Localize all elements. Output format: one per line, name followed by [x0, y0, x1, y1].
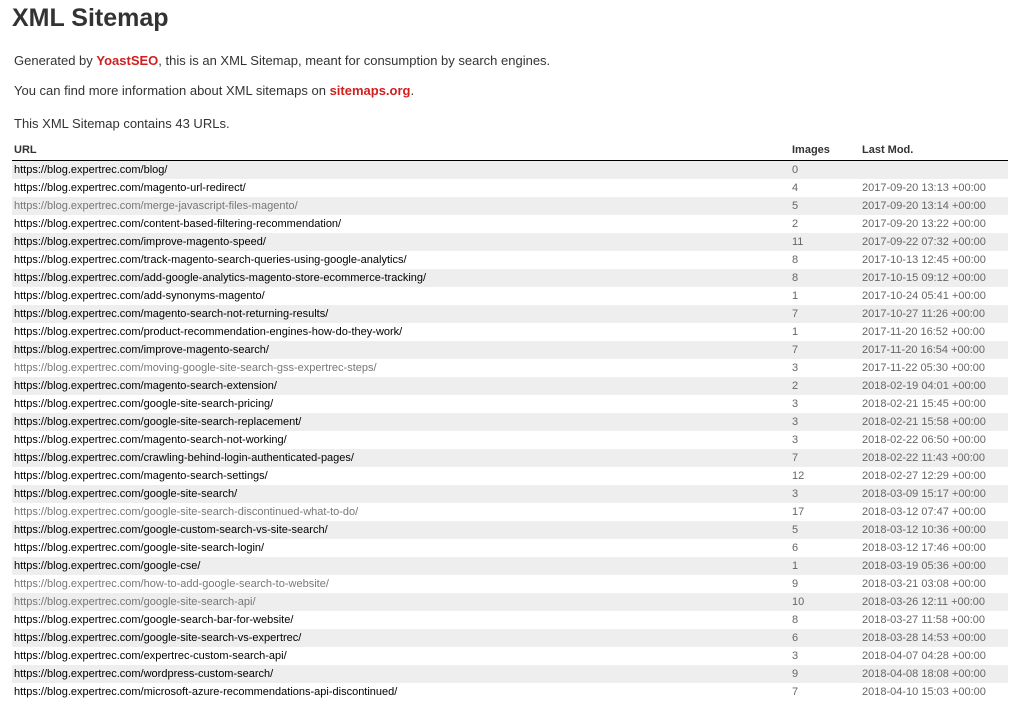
table-row: [12, 629, 1008, 647]
images-cell: 2: [792, 380, 799, 392]
images-cell: 4: [792, 182, 799, 194]
url-cell: [12, 305, 790, 323]
header-last-mod: Last Mod.: [860, 144, 1008, 161]
url-cell: [12, 287, 790, 305]
url-link[interactable]: https://blog.expertrec.com/add-google-analytics-magento-store-ecommerce-tracking/: [14, 272, 427, 284]
url-cell: [12, 521, 790, 539]
table-row: [12, 161, 1008, 180]
intro-more-info-pre: You can find more information about XML sitemaps on: [14, 83, 330, 98]
table-row: [12, 395, 1008, 413]
images-cell: 17: [792, 506, 805, 518]
table-row: [12, 341, 1008, 359]
url-link[interactable]: https://blog.expertrec.com/magento-search-extension/: [14, 380, 277, 392]
url-link[interactable]: https://blog.expertrec.com/blog/: [14, 164, 168, 176]
url-cell: [12, 395, 790, 413]
table-row: [12, 269, 1008, 287]
url-link[interactable]: https://blog.expertrec.com/merge-javascript-files-magento/: [14, 200, 298, 212]
url-link[interactable]: https://blog.expertrec.com/google-site-search-vs-expertrec/: [14, 632, 302, 644]
table-row: [12, 233, 1008, 251]
url-link[interactable]: https://blog.expertrec.com/microsoft-azure-recommendations-api-discontinued/: [14, 686, 398, 698]
sitemaps-org-link[interactable]: sitemaps.org: [329, 83, 411, 98]
table-row: [12, 197, 1008, 215]
table-row: [12, 359, 1008, 377]
images-cell: 8: [792, 614, 799, 626]
last-mod-cell: 2018-02-22 11:43 +00:00: [862, 452, 986, 464]
intro-generated-post: , this is an XML Sitemap, meant for consumption by search engines.: [158, 53, 551, 68]
last-mod-cell: 2018-03-19 05:36 +00:00: [862, 560, 986, 572]
last-mod-cell: 2018-03-09 15:17 +00:00: [862, 488, 986, 500]
url-link[interactable]: https://blog.expertrec.com/improve-magento-search/: [14, 344, 269, 356]
url-link[interactable]: https://blog.expertrec.com/google-site-search-api/: [14, 596, 256, 608]
images-cell: 6: [792, 542, 799, 554]
url-link[interactable]: https://blog.expertrec.com/google-custom-search-vs-site-search/: [14, 524, 328, 536]
images-cell: 11: [792, 236, 804, 248]
url-link[interactable]: https://blog.expertrec.com/google-site-search/: [14, 488, 238, 500]
images-cell: 1: [792, 290, 799, 302]
url-cell: [12, 557, 790, 575]
url-cell: [12, 467, 790, 485]
table-row: [12, 503, 1008, 521]
last-mod-cell: 2018-03-12 17:46 +00:00: [862, 542, 986, 554]
last-mod-cell: 2018-03-26 12:11 +00:00: [862, 596, 986, 608]
url-link[interactable]: https://blog.expertrec.com/google-cse/: [14, 560, 201, 572]
images-cell: 1: [792, 326, 799, 338]
table-row: [12, 647, 1008, 665]
images-cell: 7: [792, 344, 799, 356]
intro-generated: [12, 53, 1012, 69]
url-cell: [12, 665, 790, 683]
images-cell: 0: [792, 164, 799, 176]
url-cell: [12, 575, 790, 593]
url-link[interactable]: https://blog.expertrec.com/expertrec-custom-search-api/: [14, 650, 287, 662]
table-row: [12, 521, 1008, 539]
last-mod-cell: 2018-02-21 15:45 +00:00: [862, 398, 986, 410]
images-cell: 5: [792, 524, 799, 536]
images-cell: 9: [792, 668, 799, 680]
last-mod-cell: 2018-04-10 15:03 +00:00: [862, 686, 986, 698]
url-cell: [12, 431, 790, 449]
last-mod-cell: 2017-11-22 05:30 +00:00: [862, 362, 986, 374]
sitemap-table: [12, 144, 1008, 701]
last-mod-cell: 2017-09-20 13:14 +00:00: [862, 200, 986, 212]
images-cell: 7: [792, 452, 799, 464]
url-link[interactable]: https://blog.expertrec.com/add-synonyms-magento/: [14, 290, 265, 302]
images-cell: 3: [792, 416, 799, 428]
last-mod-cell: 2017-09-22 07:32 +00:00: [862, 236, 986, 248]
table-header-row: [12, 144, 1008, 161]
intro-generated-pre: Generated by: [14, 53, 97, 68]
images-cell: 3: [792, 650, 799, 662]
url-cell: [12, 593, 790, 611]
images-cell: 8: [792, 272, 799, 284]
url-cell: [12, 233, 790, 251]
last-mod-cell: 2018-02-22 06:50 +00:00: [862, 434, 986, 446]
images-cell: 7: [792, 686, 799, 698]
url-link[interactable]: https://blog.expertrec.com/magento-search-not-returning-results/: [14, 308, 329, 320]
last-mod-cell: 2018-03-12 07:47 +00:00: [862, 506, 986, 518]
last-mod-cell: [860, 161, 1008, 180]
url-cell: [12, 323, 790, 341]
last-mod-cell: 2018-03-28 14:53 +00:00: [862, 632, 986, 644]
last-mod-cell: 2017-09-20 13:13 +00:00: [862, 182, 986, 194]
url-link[interactable]: https://blog.expertrec.com/google-search-bar-for-website/: [14, 614, 294, 626]
images-cell: 5: [792, 200, 799, 212]
yoastseo-link[interactable]: YoastSEO: [96, 53, 159, 68]
url-cell: [12, 197, 790, 215]
url-link[interactable]: https://blog.expertrec.com/magento-url-redirect/: [14, 182, 246, 194]
images-cell: 3: [792, 362, 799, 374]
table-row: [12, 665, 1008, 683]
url-cell: [12, 485, 790, 503]
table-row: [12, 485, 1008, 503]
last-mod-cell: 2018-02-27 12:29 +00:00: [862, 470, 986, 482]
last-mod-cell: 2018-04-08 18:08 +00:00: [862, 668, 986, 680]
images-cell: 3: [792, 398, 799, 410]
url-link[interactable]: https://blog.expertrec.com/google-site-search-login/: [14, 542, 265, 554]
url-link[interactable]: https://blog.expertrec.com/google-site-search-replacement/: [14, 416, 302, 428]
last-mod-cell: 2018-03-12 10:36 +00:00: [862, 524, 986, 536]
intro-more-info-post: .: [410, 83, 415, 98]
table-row: [12, 593, 1008, 611]
url-link[interactable]: https://blog.expertrec.com/improve-magento-speed/: [14, 236, 266, 248]
url-cell: [12, 269, 790, 287]
table-row: [12, 215, 1008, 233]
url-cell: [12, 647, 790, 665]
images-cell: 2: [792, 218, 799, 230]
url-link[interactable]: https://blog.expertrec.com/moving-google-site-search-gss-expertrec-steps/: [14, 362, 377, 374]
table-row: [12, 683, 1008, 701]
url-cell: [12, 359, 790, 377]
last-mod-cell: 2018-04-07 04:28 +00:00: [862, 650, 986, 662]
header-images: Images: [790, 144, 860, 161]
intro-more-info: [12, 83, 1012, 99]
table-row: [12, 575, 1008, 593]
last-mod-cell: 2018-02-21 15:58 +00:00: [862, 416, 986, 428]
images-cell: 12: [792, 470, 805, 482]
url-link[interactable]: https://blog.expertrec.com/google-site-search-pricing/: [14, 398, 274, 410]
images-cell: 3: [792, 434, 799, 446]
url-link[interactable]: https://blog.expertrec.com/google-site-search-discontinued-what-to-do/: [14, 506, 359, 518]
last-mod-cell: 2017-10-27 11:26 +00:00: [862, 308, 986, 320]
table-row: [12, 467, 1008, 485]
images-cell: 3: [792, 488, 799, 500]
last-mod-cell: 2018-02-19 04:01 +00:00: [862, 380, 986, 392]
url-cell: [12, 179, 790, 197]
url-cell: [12, 413, 790, 431]
url-link[interactable]: https://blog.expertrec.com/magento-search-not-working/: [14, 434, 287, 446]
url-link[interactable]: https://blog.expertrec.com/product-recommendation-engines-how-do-they-work/: [14, 326, 403, 338]
url-link[interactable]: https://blog.expertrec.com/magento-search-settings/: [14, 470, 268, 482]
last-mod-cell: 2018-03-21 03:08 +00:00: [862, 578, 986, 590]
intro-url-count: This XML Sitemap contains 43 URLs.: [14, 116, 230, 131]
images-cell: 8: [792, 254, 799, 266]
url-cell: [12, 611, 790, 629]
table-row: [12, 323, 1008, 341]
table-row: [12, 377, 1008, 395]
table-row: [12, 179, 1008, 197]
table-row: [12, 287, 1008, 305]
table-row: [12, 431, 1008, 449]
last-mod-cell: 2018-03-27 11:58 +00:00: [862, 614, 986, 626]
url-link[interactable]: https://blog.expertrec.com/track-magento-search-queries-using-google-analytics/: [14, 254, 407, 266]
last-mod-cell: 2017-10-15 09:12 +00:00: [862, 272, 986, 284]
images-cell: 1: [792, 560, 799, 572]
last-mod-cell: 2017-09-20 13:22 +00:00: [862, 218, 986, 230]
header-url: URL: [12, 144, 790, 161]
url-cell: [12, 449, 790, 467]
url-cell: [12, 215, 790, 233]
url-link[interactable]: https://blog.expertrec.com/content-based-filtering-recommendation/: [14, 218, 342, 230]
last-mod-cell: 2017-11-20 16:54 +00:00: [862, 344, 986, 356]
url-cell: [12, 341, 790, 359]
page-title: XML Sitemap: [12, 4, 169, 32]
table-row: [12, 251, 1008, 269]
images-cell: 9: [792, 578, 799, 590]
url-cell: [12, 377, 790, 395]
url-cell: [12, 539, 790, 557]
table-row: [12, 305, 1008, 323]
table-row: [12, 611, 1008, 629]
url-cell: [12, 629, 790, 647]
url-link[interactable]: https://blog.expertrec.com/crawling-behind-login-authenticated-pages/: [14, 452, 354, 464]
last-mod-cell: 2017-10-24 05:41 +00:00: [862, 290, 986, 302]
last-mod-cell: 2017-10-13 12:45 +00:00: [862, 254, 986, 266]
url-cell: [12, 251, 790, 269]
url-link[interactable]: https://blog.expertrec.com/wordpress-custom-search/: [14, 668, 274, 680]
table-row: [12, 539, 1008, 557]
images-cell: 7: [792, 308, 799, 320]
url-link[interactable]: https://blog.expertrec.com/how-to-add-google-search-to-website/: [14, 578, 329, 590]
last-mod-cell: 2017-11-20 16:52 +00:00: [862, 326, 986, 338]
images-cell: 10: [792, 596, 805, 608]
table-row: [12, 557, 1008, 575]
url-cell: [12, 503, 790, 521]
url-cell: [12, 161, 790, 180]
url-cell: [12, 683, 790, 701]
images-cell: 6: [792, 632, 799, 644]
table-row: [12, 413, 1008, 431]
table-row: [12, 449, 1008, 467]
